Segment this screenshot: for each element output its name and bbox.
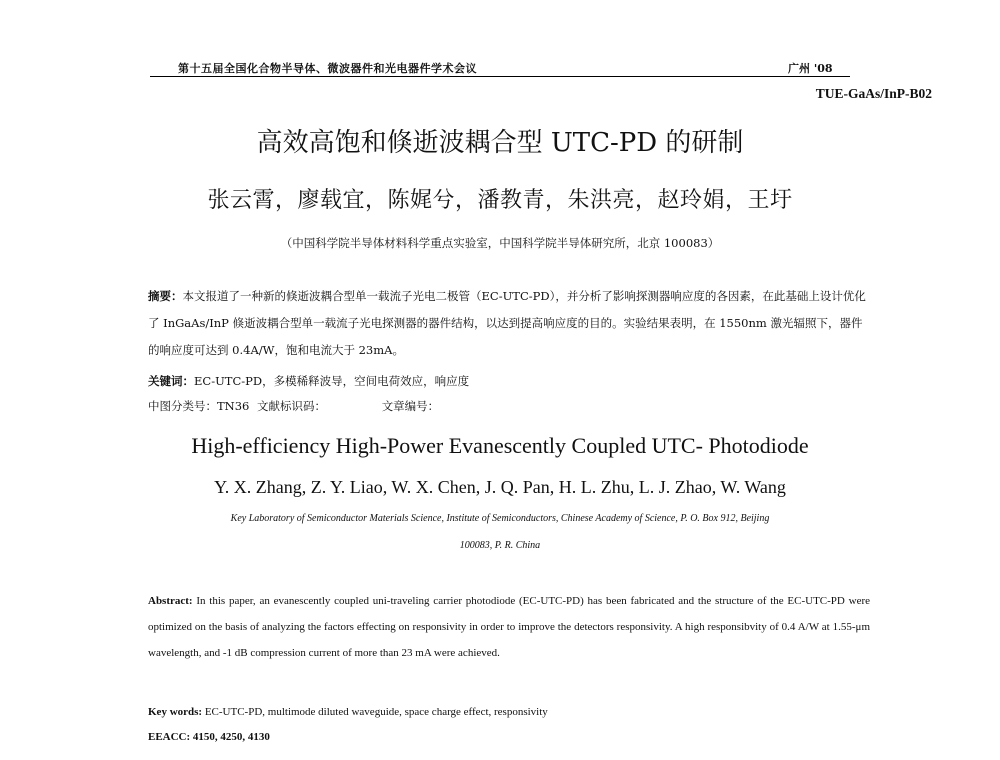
class-label: 中图分类号： bbox=[148, 399, 217, 413]
article-no-label: 文章编号： bbox=[381, 399, 440, 413]
english-affiliation-line2: 100083, P. R. China bbox=[459, 540, 541, 551]
eeacc-label: EEACC: bbox=[148, 731, 191, 743]
english-abstract bbox=[148, 588, 870, 666]
eeacc bbox=[148, 731, 270, 743]
eeacc-value: 4150, 4250, 4130 bbox=[192, 731, 270, 743]
conference-header: 第十五届全国化合物半导体、微波器件和光电器件学术会议 bbox=[178, 62, 477, 75]
chinese-title: 高效高饱和倏逝波耦合型 UTC-PD 的研制 bbox=[256, 128, 744, 158]
chinese-keywords-label: 关键词： bbox=[148, 374, 194, 388]
chinese-keywords bbox=[148, 373, 469, 389]
header-rule bbox=[150, 76, 850, 77]
chinese-authors: 张云霄，廖载宜，陈娓兮，潘教青，朱洪亮，赵玲娟，王圩 bbox=[207, 188, 793, 213]
chinese-keywords-text: EC-UTC-PD，多模稀释波导，空间电荷效应，响应度 bbox=[194, 374, 470, 388]
class-value: TN36 bbox=[217, 399, 250, 413]
chinese-affiliation: （中国科学院半导体材料科学重点实验室，中国科学院半导体研究所，北京 100083） bbox=[280, 236, 720, 250]
english-keywords-text: EC-UTC-PD, multimode diluted waveguide, space charge effect, responsivity bbox=[204, 706, 548, 718]
chinese-abstract bbox=[148, 283, 870, 364]
english-affiliation-line1: Key Laboratory of Semiconductor Materials Science, Institute of Semiconductors, Chinese Academy of Science, P. O. Box 912, Beijing bbox=[230, 513, 770, 524]
english-abstract-text: In this paper, an evanescently coupled uni-traveling carrier photodiode (EC-UTC-PD) has been fabricated and the structure of the EC-UTC-PD were optimized on the basis of analyzing the factors effecting on responsivity in order to improve the detectors responsivity. A high responsibvity of 0.4 A/W at 1.55-μm wavelength, and -1 dB compression current of more than 23 mA were achieved. bbox=[148, 595, 870, 659]
paper-code: TUE-GaAs/InP-B02 bbox=[815, 86, 932, 101]
english-authors: Y. X. Zhang, Z. Y. Liao, W. X. Chen, J. Q. Pan, H. L. Zhu, L. J. Zhao, W. Wang bbox=[214, 477, 786, 497]
chinese-abstract-label: 摘要： bbox=[148, 289, 183, 303]
english-keywords bbox=[148, 706, 548, 718]
english-title: High-efficiency High-Power Evanescently Coupled UTC- Photodiode bbox=[191, 433, 809, 458]
chinese-classification bbox=[148, 398, 439, 414]
english-keywords-label: Key words: bbox=[148, 706, 203, 718]
doc-code-label: 文献标识码： bbox=[257, 399, 327, 413]
english-abstract-label: Abstract: bbox=[148, 595, 193, 607]
location-year: 广州 '08 bbox=[788, 62, 833, 75]
chinese-abstract-text: 本文报道了一种新的倏逝波耦合型单一载流子光电二极管（EC-UTC-PD），并分析了影响探测器响应度的各因素，在此基础上设计优化了 InGaAs/InP 倏逝波耦合型单一载流子光电探测器的器件结构，以达到提高响应度的目的。实验结果表明，在 1550nm 激光辐照下，器件的响应度可达到 0.4A/W，饱和电流大于 23mA。 bbox=[148, 289, 866, 357]
